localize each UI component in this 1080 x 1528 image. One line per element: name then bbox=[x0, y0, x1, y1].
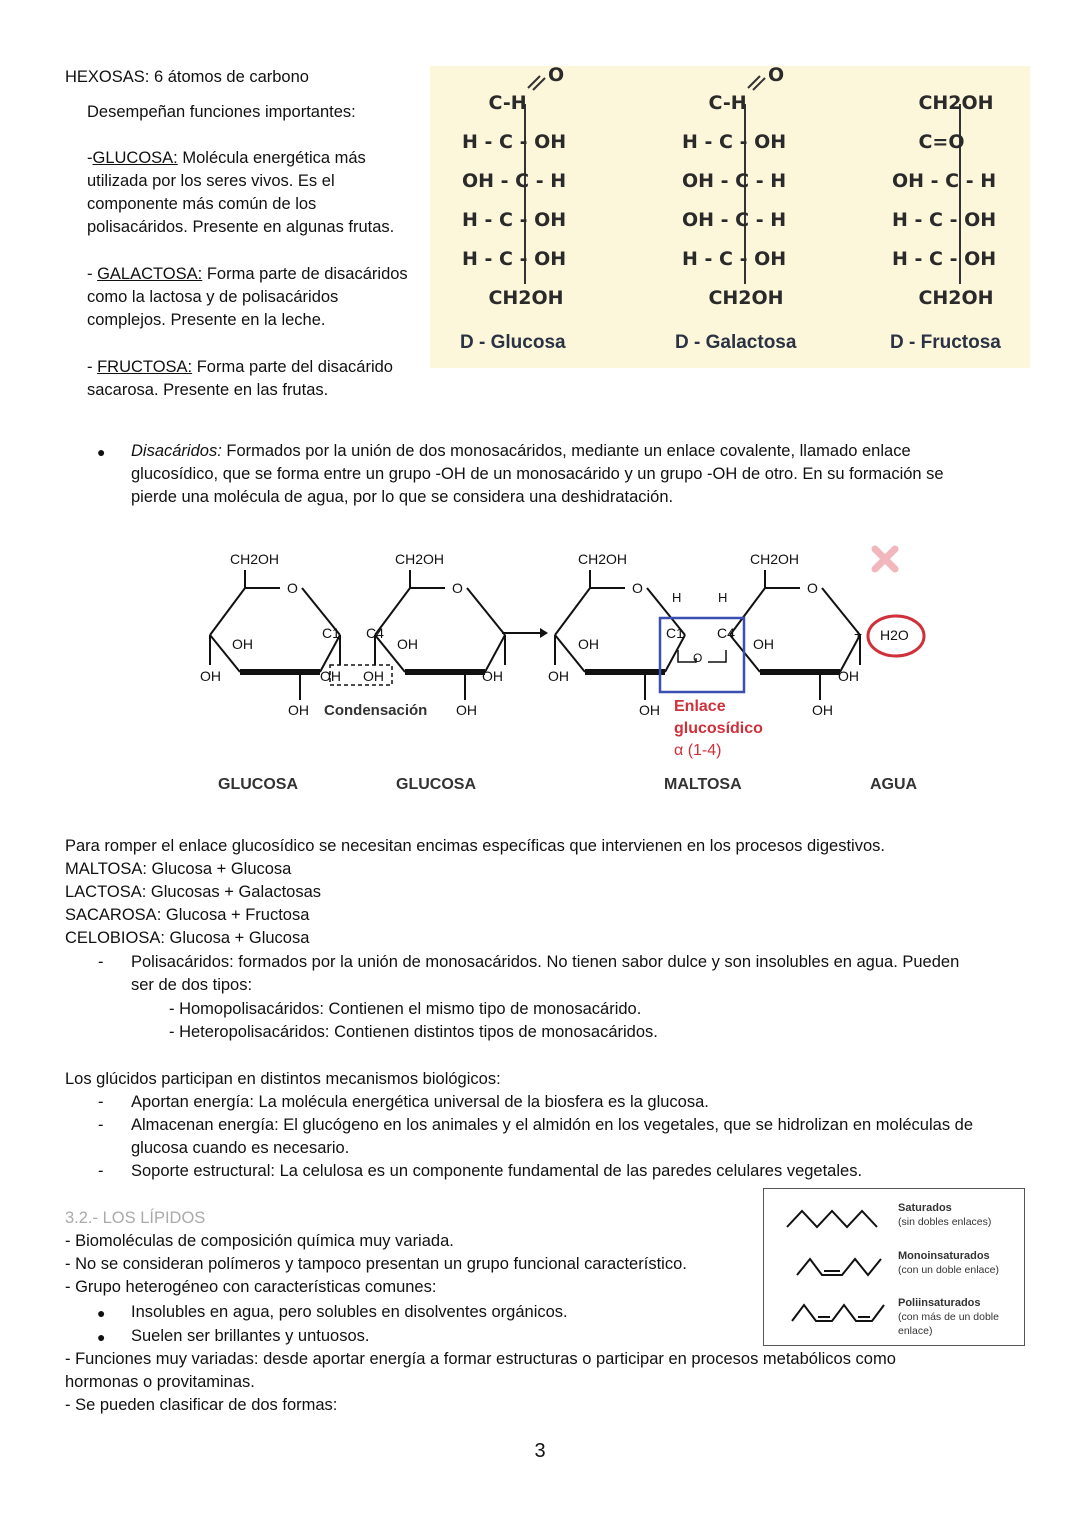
glucosa-structure: C-H H - C - OH OH - C - H H - C - OH H - C - OH CH2OH bbox=[462, 92, 567, 309]
h-label: H bbox=[672, 590, 682, 605]
legend-monoinsaturados: Monoinsaturados (con un doble enlace) bbox=[898, 1250, 999, 1276]
homopolisacaridos: - Homopolisacáridos: Contienen el mismo tipo de monosacárido. bbox=[169, 1000, 642, 1018]
disaccharide-maltosa: MALTOSA: Glucosa + Glucosa bbox=[65, 860, 292, 878]
disaccharide-celobiosa: CELOBIOSA: Glucosa + Glucosa bbox=[65, 929, 310, 947]
name-maltosa: MALTOSA bbox=[664, 776, 742, 793]
ring-oxygen: O bbox=[807, 580, 818, 596]
glucosa-line-1: -GLUCOSA: Molécula energética más bbox=[87, 149, 366, 167]
lipidos-tail-1: - Funciones muy variadas: desde aportar energía a formar estructuras o participar en procesos metabólicos como bbox=[65, 1350, 896, 1368]
fatty-chain-icons bbox=[782, 1197, 902, 1347]
lipidos-tail-2: hormonas o provitaminas. bbox=[65, 1373, 255, 1391]
mecanismo-almacen-1: Almacenan energía: El glucógeno en los animales y el almidón en los vegetales, que se hidrolizan en moléculas de bbox=[131, 1116, 974, 1134]
polisacaridos-line-2: ser de dos tipos: bbox=[131, 976, 253, 994]
name-agua: AGUA bbox=[870, 776, 918, 793]
c1-label: C1 bbox=[666, 625, 684, 641]
fatty-acid-legend bbox=[763, 1188, 1025, 1346]
dash-marker: - bbox=[98, 1093, 104, 1111]
oh-label: OH bbox=[320, 668, 341, 684]
lipidos-line-1: - Biomoléculas de composición química muy variada. bbox=[65, 1232, 454, 1250]
oh-label: OH bbox=[812, 702, 833, 718]
lipidos-heading: 3.2.- LOS LÍPIDOS bbox=[65, 1209, 206, 1227]
hexose-structures-figure bbox=[430, 66, 1030, 368]
galactosa-carbonyl-o: O bbox=[768, 64, 785, 86]
maltose-rings bbox=[190, 540, 950, 810]
bullet-dot-icon: ● bbox=[97, 444, 106, 460]
name-glucosa-1: GLUCOSA bbox=[218, 776, 298, 793]
enzymes-line: Para romper el enlace glucosídico se necesitan encimas específicas que intervienen en los procesos digestivos. bbox=[65, 837, 885, 855]
oh-label: OH bbox=[838, 668, 859, 684]
saturated-chain-icon bbox=[787, 1211, 877, 1227]
bond-label-alpha: α (1-4) bbox=[674, 742, 722, 759]
disaccharide-sacarosa: SACAROSA: Glucosa + Fructosa bbox=[65, 906, 310, 924]
polyunsaturated-chain-icon bbox=[792, 1305, 884, 1321]
fructosa-structure: CH2OH C=O OH - C - H H - C - OH H - C - OH CH2OH bbox=[892, 92, 997, 309]
disacaridos-line-3: pierde una molécula de agua, por lo que se considera una deshidratación. bbox=[131, 488, 674, 506]
legend-poliinsaturados: Poliinsaturados (con más de un doble enlace) bbox=[898, 1297, 999, 1337]
galactosa-line-3: complejos. Presente en la leche. bbox=[87, 311, 326, 329]
water-formula: H2O bbox=[880, 627, 909, 643]
disaccharide-lactosa: LACTOSA: Glucosas + Galactosas bbox=[65, 883, 322, 901]
bullet-dot-icon: ● bbox=[97, 1305, 106, 1321]
oh-label: OH bbox=[232, 636, 253, 652]
oh-label: OH bbox=[753, 636, 774, 652]
disacaridos-line-2: glucosídico, que se forma entre un grupo -OH de un monosacárido y un grupo -OH de otro. En su formación se bbox=[131, 465, 944, 483]
glucosa-line-4: polisacáridos. Presente en algunas frutas. bbox=[87, 218, 395, 236]
oh-label: OH bbox=[456, 702, 477, 718]
ch2oh-label: CH2OH bbox=[395, 551, 445, 567]
bullet-dot-icon: ● bbox=[97, 1329, 106, 1345]
fructosa-line-2: sacarosa. Presente en las frutas. bbox=[87, 381, 329, 399]
plus-sign: + bbox=[854, 626, 863, 642]
glucosa-carbonyl-o: O bbox=[548, 64, 565, 86]
oh-label: OH bbox=[578, 636, 599, 652]
mecanismos-intro: Los glúcidos participan en distintos mecanismos biológicos: bbox=[65, 1070, 501, 1088]
disacaridos-line-1: Disacáridos: Formados por la unión de dos monosacáridos, mediante un enlace covalente, llamado enlace bbox=[131, 442, 911, 460]
page-number: 3 bbox=[534, 1440, 546, 1462]
dash-marker: - bbox=[98, 953, 104, 971]
label-d-fructosa: D - Fructosa bbox=[890, 332, 1001, 353]
lipidos-line-3: - Grupo heterogéneo con características comunes: bbox=[65, 1278, 437, 1296]
hexoses-intro: Desempeñan funciones importantes: bbox=[87, 103, 356, 121]
ch2oh-label: CH2OH bbox=[578, 551, 628, 567]
heteropolisacaridos: - Heteropolisacáridos: Contienen distintos tipos de monosacáridos. bbox=[169, 1023, 658, 1041]
h-label: H bbox=[718, 590, 728, 605]
glucosa-line-3: componente más común de los bbox=[87, 195, 317, 213]
lipidos-bullet-1: Insolubles en agua, pero solubles en disolventes orgánicos. bbox=[131, 1303, 568, 1321]
c4-label: C4 bbox=[717, 625, 735, 641]
maltose-formation-figure bbox=[190, 540, 950, 810]
galactosa-term: GALACTOSA: bbox=[97, 265, 203, 283]
legend-saturados: Saturados (sin dobles enlaces) bbox=[898, 1202, 992, 1228]
bond-label-glucosidico: glucosídico bbox=[674, 720, 763, 737]
label-d-galactosa: D - Galactosa bbox=[675, 332, 797, 353]
mecanismo-estructural: Soporte estructural: La celulosa es un componente fundamental de las paredes celulares vegetales. bbox=[131, 1162, 863, 1180]
oh-label: OH bbox=[363, 668, 384, 684]
oh-label: OH bbox=[548, 668, 569, 684]
ring-oxygen: O bbox=[632, 580, 643, 596]
lipidos-bullet-2: Suelen ser brillantes y untuosos. bbox=[131, 1327, 370, 1345]
oh-label: OH bbox=[397, 636, 418, 652]
lipidos-tail-3: - Se pueden clasificar de dos formas: bbox=[65, 1396, 338, 1414]
glucosa-line-2: utilizada por los seres vivos. Es el bbox=[87, 172, 335, 190]
ring-oxygen: O bbox=[287, 580, 298, 596]
galactosa-line-1: - GALACTOSA: Forma parte de disacáridos bbox=[87, 265, 408, 283]
c4-label: C4 bbox=[366, 625, 384, 641]
galactosa-structure: C-H H - C - OH OH - C - H OH - C - H H - C - OH CH2OH bbox=[682, 92, 787, 309]
name-glucosa-2: GLUCOSA bbox=[396, 776, 476, 793]
lipidos-line-2: - No se consideran polímeros y tampoco presentan un grupo funcional característico. bbox=[65, 1255, 687, 1273]
polisacaridos-line-1: Polisacáridos: formados por la unión de monosacáridos. No tienen sabor dulce y son insolubles en agua. Pueden bbox=[131, 953, 960, 971]
dash-marker: - bbox=[98, 1116, 104, 1134]
hexoses-title: HEXOSAS: 6 átomos de carbono bbox=[65, 68, 309, 86]
oh-label: OH bbox=[288, 702, 309, 718]
label-d-glucosa: D - Glucosa bbox=[460, 332, 566, 353]
bond-label-enlace: Enlace bbox=[674, 698, 726, 715]
dash-marker: - bbox=[98, 1162, 104, 1180]
glucosa-term: GLUCOSA: bbox=[92, 149, 178, 167]
ring-oxygen: O bbox=[452, 580, 463, 596]
monounsaturated-chain-icon bbox=[797, 1259, 881, 1275]
ch2oh-label: CH2OH bbox=[750, 551, 800, 567]
disacaridos-term: Disacáridos: bbox=[131, 442, 222, 460]
fructosa-term: FRUCTOSA: bbox=[97, 358, 193, 376]
oh-label: OH bbox=[482, 668, 503, 684]
bond-oxygen: O bbox=[693, 651, 703, 665]
galactosa-line-2: como la lactosa y de polisacáridos bbox=[87, 288, 339, 306]
mecanismo-energia: Aportan energía: La molécula energética universal de la biosfera es la glucosa. bbox=[131, 1093, 709, 1111]
fructosa-line-1: - FRUCTOSA: Forma parte del disacárido bbox=[87, 358, 393, 376]
ch2oh-label: CH2OH bbox=[230, 551, 280, 567]
condensation-label: Condensación bbox=[324, 702, 428, 719]
oh-label: OH bbox=[639, 702, 660, 718]
oh-label: OH bbox=[200, 668, 221, 684]
c1-label: C1 bbox=[322, 625, 340, 641]
mecanismo-almacen-2: glucosa cuando es necesario. bbox=[131, 1139, 350, 1157]
